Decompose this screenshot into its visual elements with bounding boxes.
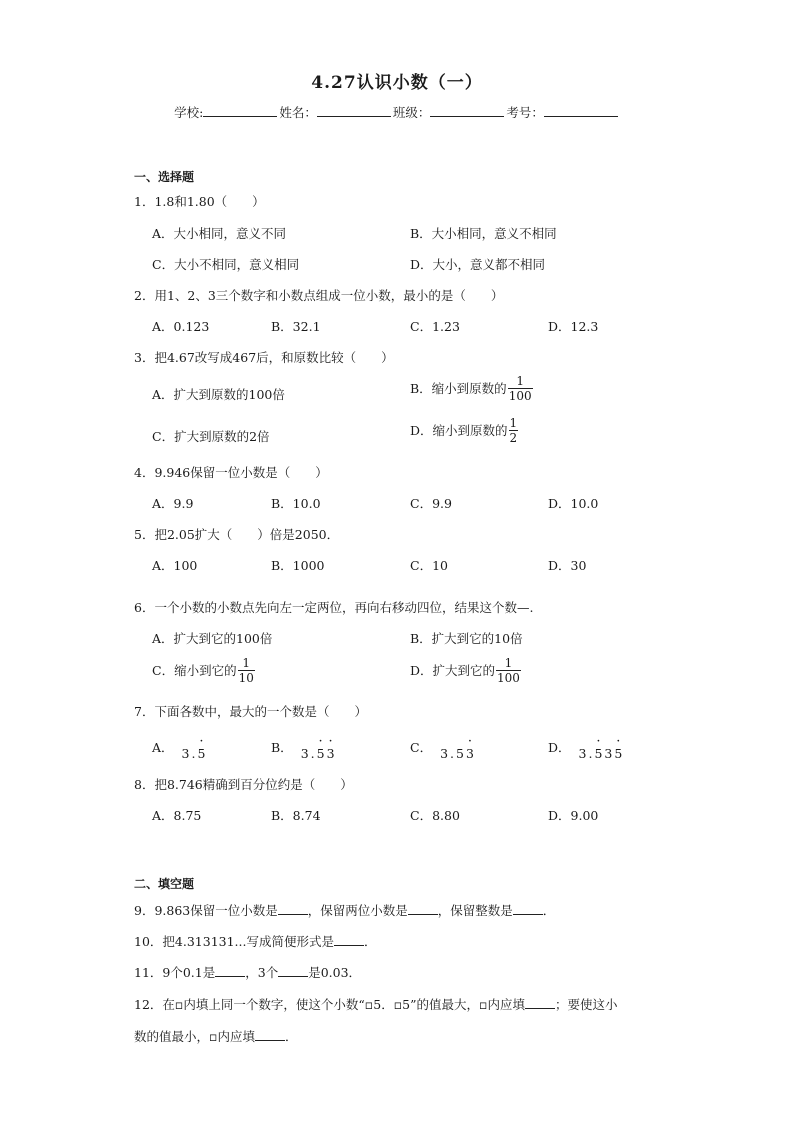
question-10-text: 10．把4.313131...写成简便形式是: [134, 934, 334, 949]
school-blank[interactable]: [203, 104, 277, 117]
question-12-text: ；要使这小: [554, 997, 618, 1012]
question-7-stem: 7．下面各数中，最大的一个数是（ ）: [134, 704, 367, 719]
option-label: D．: [548, 740, 571, 755]
digit-repeating: · 3: [327, 746, 337, 761]
question-3-stem: 3．把4.67改写成467后，和原数比较（ ）: [134, 350, 394, 365]
question-8-option-d[interactable]: D．9.00: [548, 808, 599, 823]
option-label: B．: [271, 740, 293, 755]
question-2-option-b[interactable]: B．32.1: [271, 319, 321, 334]
repeating-decimal: [440, 746, 476, 761]
fraction-numerator: 1: [509, 416, 518, 430]
question-4-option-c[interactable]: C．9.9: [410, 496, 452, 511]
student-info-line: [0, 103, 794, 121]
question-12-text: 12．在▫内填上同一个数字，使这个小数“▫5．▫5”的值最大，▫内应填: [134, 997, 525, 1012]
digit: 3: [181, 746, 192, 761]
question-8-option-c[interactable]: C．8.80: [410, 808, 460, 823]
option-d-text: D．缩小到原数的: [410, 423, 508, 438]
question-7-option-b[interactable]: [271, 738, 337, 761]
school-label: 学校:: [174, 105, 204, 120]
question-5-stem: 5．把2.05扩大（ ）倍是2050．: [134, 527, 340, 542]
question-3-option-a[interactable]: A．扩大到原数的100倍: [152, 387, 285, 402]
fraction-numerator: 1: [504, 656, 513, 670]
question-7-option-a[interactable]: [152, 738, 208, 761]
answer-blank[interactable]: [334, 934, 364, 946]
question-8-option-b[interactable]: B．8.74: [271, 808, 321, 823]
question-3-option-c[interactable]: C．扩大到原数的2倍: [152, 429, 270, 444]
fraction: [238, 657, 255, 684]
question-9: [134, 901, 555, 919]
fraction: [509, 417, 519, 444]
option-d-text: D．扩大到它的: [410, 663, 496, 678]
question-7-option-c[interactable]: [410, 738, 476, 761]
number-label: 考号：: [506, 105, 544, 120]
question-2-option-d[interactable]: D．12.3: [548, 319, 599, 334]
question-1-option-a[interactable]: A．大小相同，意义不同: [152, 226, 287, 241]
question-1-option-d[interactable]: D．大小，意义都不相同: [410, 257, 546, 272]
name-blank[interactable]: [317, 104, 391, 117]
fraction-numerator: 1: [242, 656, 251, 670]
question-8-option-a[interactable]: A．8.75: [152, 808, 202, 823]
question-9-text: ，保留两位小数是: [307, 903, 408, 918]
question-12-line-1: [134, 995, 618, 1013]
question-11-text: ，3个: [245, 965, 279, 980]
question-5-option-a[interactable]: A．100: [152, 558, 198, 573]
question-11: [134, 963, 361, 981]
answer-blank[interactable]: [408, 903, 438, 915]
question-6-option-b[interactable]: B．扩大到它的10倍: [410, 631, 523, 646]
question-8-stem: 8．把8.746精确到百分位约是（ ）: [134, 777, 353, 792]
section-choice-heading: 一、选择题: [134, 170, 195, 184]
answer-blank[interactable]: [255, 1029, 285, 1041]
question-9-text: ，保留整数是: [437, 903, 513, 918]
question-3-option-b[interactable]: [410, 376, 533, 403]
question-11-text: 11．9个0.1是: [134, 965, 216, 980]
question-4-stem: 4．9.946保留一位小数是（ ）: [134, 465, 328, 480]
question-2-stem: 2．用1、2、3三个数字和小数点组成一位小数，最小的是（ ）: [134, 288, 504, 303]
question-12-text: 数的值最小，▫内应填: [134, 1029, 255, 1044]
question-5-option-d[interactable]: D．30: [548, 558, 587, 573]
digit-repeating: · 5: [614, 746, 624, 761]
question-6-option-a[interactable]: A．扩大到它的100倍: [152, 631, 273, 646]
repeating-decimal: [579, 746, 625, 761]
digit: .: [588, 746, 595, 761]
fraction-numerator: 1: [516, 374, 524, 388]
digit-repeating: · 3: [466, 746, 476, 761]
fraction: [508, 375, 533, 402]
digit: 3: [300, 746, 311, 761]
question-4-option-a[interactable]: A．9.9: [152, 496, 194, 511]
number-blank[interactable]: [544, 104, 618, 117]
digit-repeating: · 5: [317, 746, 327, 761]
digit-repeating: · 5: [197, 746, 207, 761]
fraction-denominator: 10: [238, 671, 254, 685]
answer-blank[interactable]: [525, 997, 555, 1009]
fraction-denominator: 100: [497, 671, 520, 685]
name-label: 姓名：: [279, 105, 317, 120]
question-10-text: ．: [363, 934, 377, 949]
section-fill-heading: 二、填空题: [134, 877, 195, 891]
digit: 3: [440, 746, 451, 761]
question-7-option-d[interactable]: [548, 738, 625, 761]
question-6-option-d[interactable]: [410, 658, 521, 685]
class-label: 班级：: [392, 105, 431, 120]
question-9-text: 9．9.863保留一位小数是: [134, 903, 278, 918]
class-blank[interactable]: [430, 104, 504, 117]
question-6-option-c[interactable]: [152, 658, 255, 685]
option-label: C．: [410, 740, 433, 755]
answer-blank[interactable]: [513, 903, 543, 915]
page-title: 4.27认识小数（一）: [311, 73, 483, 93]
question-4-option-b[interactable]: B．10.0: [271, 496, 321, 511]
answer-blank[interactable]: [215, 965, 245, 977]
fraction-denominator: 100: [508, 389, 532, 403]
question-6-stem: 6．一个小数的小数点先向左一定两位，再向右移动四位，结果这个数—.: [134, 600, 534, 615]
digit: .: [310, 746, 317, 761]
question-12-line-2: [134, 1027, 298, 1045]
fraction: [496, 657, 521, 684]
digit: .: [450, 746, 457, 761]
digit: .: [191, 746, 198, 761]
question-1-stem: 1．1.8和1.80（ ）: [134, 194, 265, 209]
question-12-text: ．: [284, 1029, 298, 1044]
question-1-option-b[interactable]: B．大小相同，意义不相同: [410, 226, 557, 241]
digit: 5: [456, 746, 466, 761]
digit-repeating: · 5: [594, 746, 604, 761]
question-9-text: ．: [542, 903, 556, 918]
answer-blank[interactable]: [278, 903, 308, 915]
digit: 3: [604, 746, 615, 761]
repeating-decimal: [182, 746, 208, 761]
question-3-option-d[interactable]: [410, 418, 518, 445]
question-5-option-b[interactable]: B．1000: [271, 558, 325, 573]
question-11-text: 是0.03．: [308, 965, 362, 980]
question-5-option-c[interactable]: C．10: [410, 558, 448, 573]
digit: 3: [578, 746, 589, 761]
question-1-option-c[interactable]: C．大小不相同，意义相同: [152, 257, 300, 272]
question-2-option-a[interactable]: A．0.123: [152, 319, 210, 334]
question-4-option-d[interactable]: D．10.0: [548, 496, 599, 511]
question-2-option-c[interactable]: C．1.23: [410, 319, 460, 334]
question-10: [134, 932, 377, 950]
repeating-decimal: [301, 746, 337, 761]
answer-blank[interactable]: [278, 965, 308, 977]
option-b-text: B．缩小到原数的: [410, 381, 507, 396]
fraction-denominator: 2: [509, 431, 518, 445]
option-label: A．: [152, 740, 174, 755]
option-c-text: C．缩小到它的: [152, 663, 237, 678]
